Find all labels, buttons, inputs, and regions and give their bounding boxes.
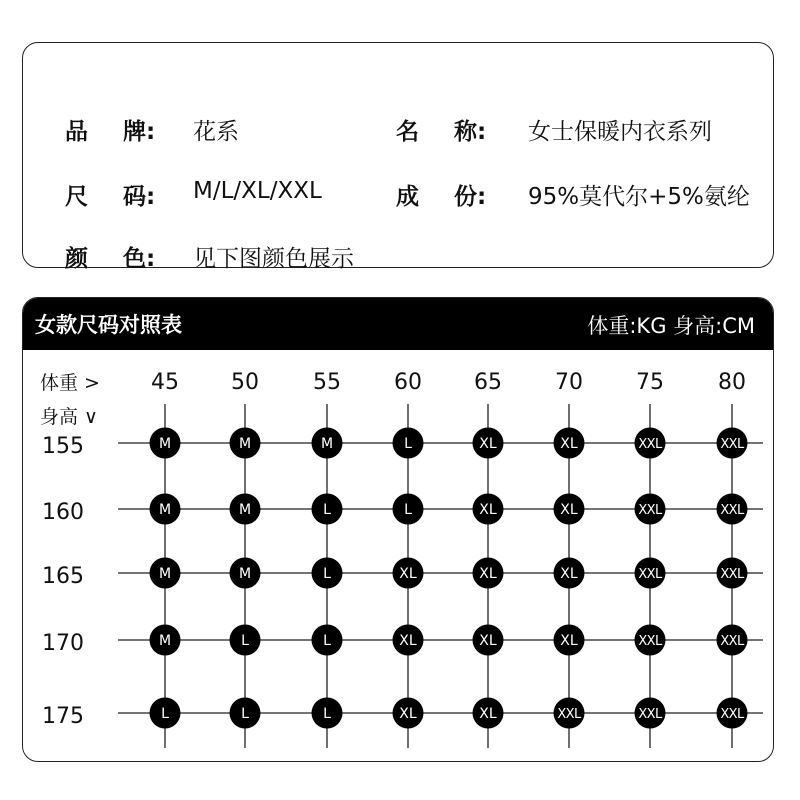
size-marker bbox=[554, 625, 585, 656]
size-marker bbox=[717, 698, 748, 729]
size-marker bbox=[312, 698, 343, 729]
size-marker bbox=[393, 558, 424, 589]
size-marker-label: XL bbox=[479, 566, 497, 582]
size-marker-label: XXL bbox=[720, 503, 744, 518]
size-marker bbox=[717, 558, 748, 589]
size-marker-label: XL bbox=[560, 436, 578, 452]
height-label-160: 160 bbox=[42, 500, 84, 525]
size-chart-units: 体重:KG 身高:CM bbox=[587, 314, 755, 338]
size-marker-label: XXL bbox=[557, 707, 581, 722]
size-marker-label: M bbox=[158, 436, 172, 452]
height-label-175: 175 bbox=[42, 704, 84, 729]
size-marker bbox=[150, 558, 181, 589]
weight-label-70: 70 bbox=[555, 370, 583, 395]
size-marker-label: L bbox=[241, 706, 249, 722]
size-marker-label: L bbox=[161, 706, 169, 722]
size-marker-label: XL bbox=[479, 502, 497, 518]
size-marker-label: L bbox=[323, 706, 331, 722]
size-marker bbox=[473, 558, 504, 589]
height-label-155: 155 bbox=[42, 434, 84, 459]
size-marker bbox=[717, 428, 748, 459]
size-marker-label: M bbox=[158, 566, 172, 582]
size-marker bbox=[312, 428, 343, 459]
weight-label-50: 50 bbox=[231, 370, 259, 395]
size-label-char1: 尺 bbox=[65, 184, 88, 210]
size-marker-label: XL bbox=[560, 633, 578, 649]
size-marker bbox=[473, 625, 504, 656]
weight-label-45: 45 bbox=[151, 370, 179, 395]
size-marker-label: XL bbox=[560, 566, 578, 582]
weight-label-60: 60 bbox=[394, 370, 422, 395]
size-marker-label: M bbox=[158, 633, 172, 649]
size-marker-label: L bbox=[323, 566, 331, 582]
size-marker bbox=[230, 428, 261, 459]
size-marker bbox=[230, 698, 261, 729]
size-marker bbox=[393, 428, 424, 459]
size-marker-label: XXL bbox=[720, 567, 744, 582]
size-marker bbox=[635, 698, 666, 729]
size-marker bbox=[473, 494, 504, 525]
name-value: 女士保暖内衣系列 bbox=[528, 119, 712, 145]
size-marker bbox=[554, 698, 585, 729]
size-marker-label: XL bbox=[479, 633, 497, 649]
size-marker-label: XL bbox=[479, 706, 497, 722]
size-marker-label: XXL bbox=[720, 634, 744, 649]
size-marker-label: XXL bbox=[638, 567, 662, 582]
size-marker bbox=[473, 428, 504, 459]
size-marker-label: L bbox=[404, 436, 412, 452]
weight-label-65: 65 bbox=[474, 370, 502, 395]
size-marker-label: L bbox=[241, 633, 249, 649]
size-marker-label: XL bbox=[399, 633, 417, 649]
size-marker bbox=[554, 558, 585, 589]
color-label-char2: 色: bbox=[123, 246, 156, 272]
size-marker bbox=[635, 558, 666, 589]
size-marker bbox=[150, 625, 181, 656]
size-marker bbox=[150, 494, 181, 525]
size-marker-label: XXL bbox=[638, 707, 662, 722]
material-label-char2: 份: bbox=[454, 184, 487, 210]
size-marker bbox=[230, 558, 261, 589]
size-chart-title: 女款尺码对照表 bbox=[35, 313, 182, 337]
size-marker-label: XXL bbox=[720, 437, 744, 452]
brand-label-char1: 品 bbox=[65, 119, 88, 145]
size-marker bbox=[150, 428, 181, 459]
size-marker-label: M bbox=[320, 436, 334, 452]
size-marker-label: M bbox=[238, 566, 252, 582]
size-value: M/L/XL/XXL bbox=[193, 178, 322, 204]
size-marker-label: L bbox=[404, 502, 412, 518]
size-marker bbox=[393, 698, 424, 729]
size-marker bbox=[393, 625, 424, 656]
weight-label-80: 80 bbox=[718, 370, 746, 395]
size-marker-label: XL bbox=[399, 566, 417, 582]
height-label-170: 170 bbox=[42, 631, 84, 656]
size-marker bbox=[635, 625, 666, 656]
material-label-char1: 成 bbox=[396, 184, 419, 210]
weight-axis-label: 体重 > bbox=[40, 372, 100, 394]
name-label-char2: 称: bbox=[454, 119, 487, 145]
size-marker bbox=[717, 625, 748, 656]
size-marker-label: M bbox=[238, 502, 252, 518]
size-marker bbox=[393, 494, 424, 525]
size-marker bbox=[312, 494, 343, 525]
size-marker bbox=[230, 625, 261, 656]
size-marker-label: XXL bbox=[638, 503, 662, 518]
size-marker bbox=[635, 428, 666, 459]
name-label-char1: 名 bbox=[396, 119, 419, 145]
size-marker bbox=[312, 625, 343, 656]
size-marker-label: L bbox=[323, 633, 331, 649]
size-marker-label: XXL bbox=[720, 707, 744, 722]
size-marker-label: L bbox=[323, 502, 331, 518]
height-label-165: 165 bbox=[42, 564, 84, 589]
size-marker bbox=[150, 698, 181, 729]
weight-label-55: 55 bbox=[313, 370, 341, 395]
size-marker bbox=[554, 428, 585, 459]
size-marker-label: XL bbox=[560, 502, 578, 518]
color-label-char1: 颜 bbox=[65, 246, 88, 272]
size-marker-label: XXL bbox=[638, 634, 662, 649]
size-marker bbox=[717, 494, 748, 525]
size-marker bbox=[554, 494, 585, 525]
size-marker bbox=[312, 558, 343, 589]
brand-label-char2: 牌: bbox=[123, 119, 156, 145]
size-marker-label: XL bbox=[479, 436, 497, 452]
size-marker-label: M bbox=[238, 436, 252, 452]
height-axis-label: 身高 ∨ bbox=[40, 406, 98, 428]
brand-value: 花系 bbox=[193, 119, 239, 145]
size-marker-label: M bbox=[158, 502, 172, 518]
size-marker-label: XL bbox=[399, 706, 417, 722]
weight-label-75: 75 bbox=[636, 370, 664, 395]
size-marker bbox=[230, 494, 261, 525]
size-marker-label: XXL bbox=[638, 437, 662, 452]
material-value: 95%莫代尔+5%氨纶 bbox=[528, 184, 750, 210]
size-label-char2: 码: bbox=[123, 184, 156, 210]
color-value: 见下图颜色展示 bbox=[193, 246, 354, 272]
size-marker bbox=[635, 494, 666, 525]
size-marker bbox=[473, 698, 504, 729]
